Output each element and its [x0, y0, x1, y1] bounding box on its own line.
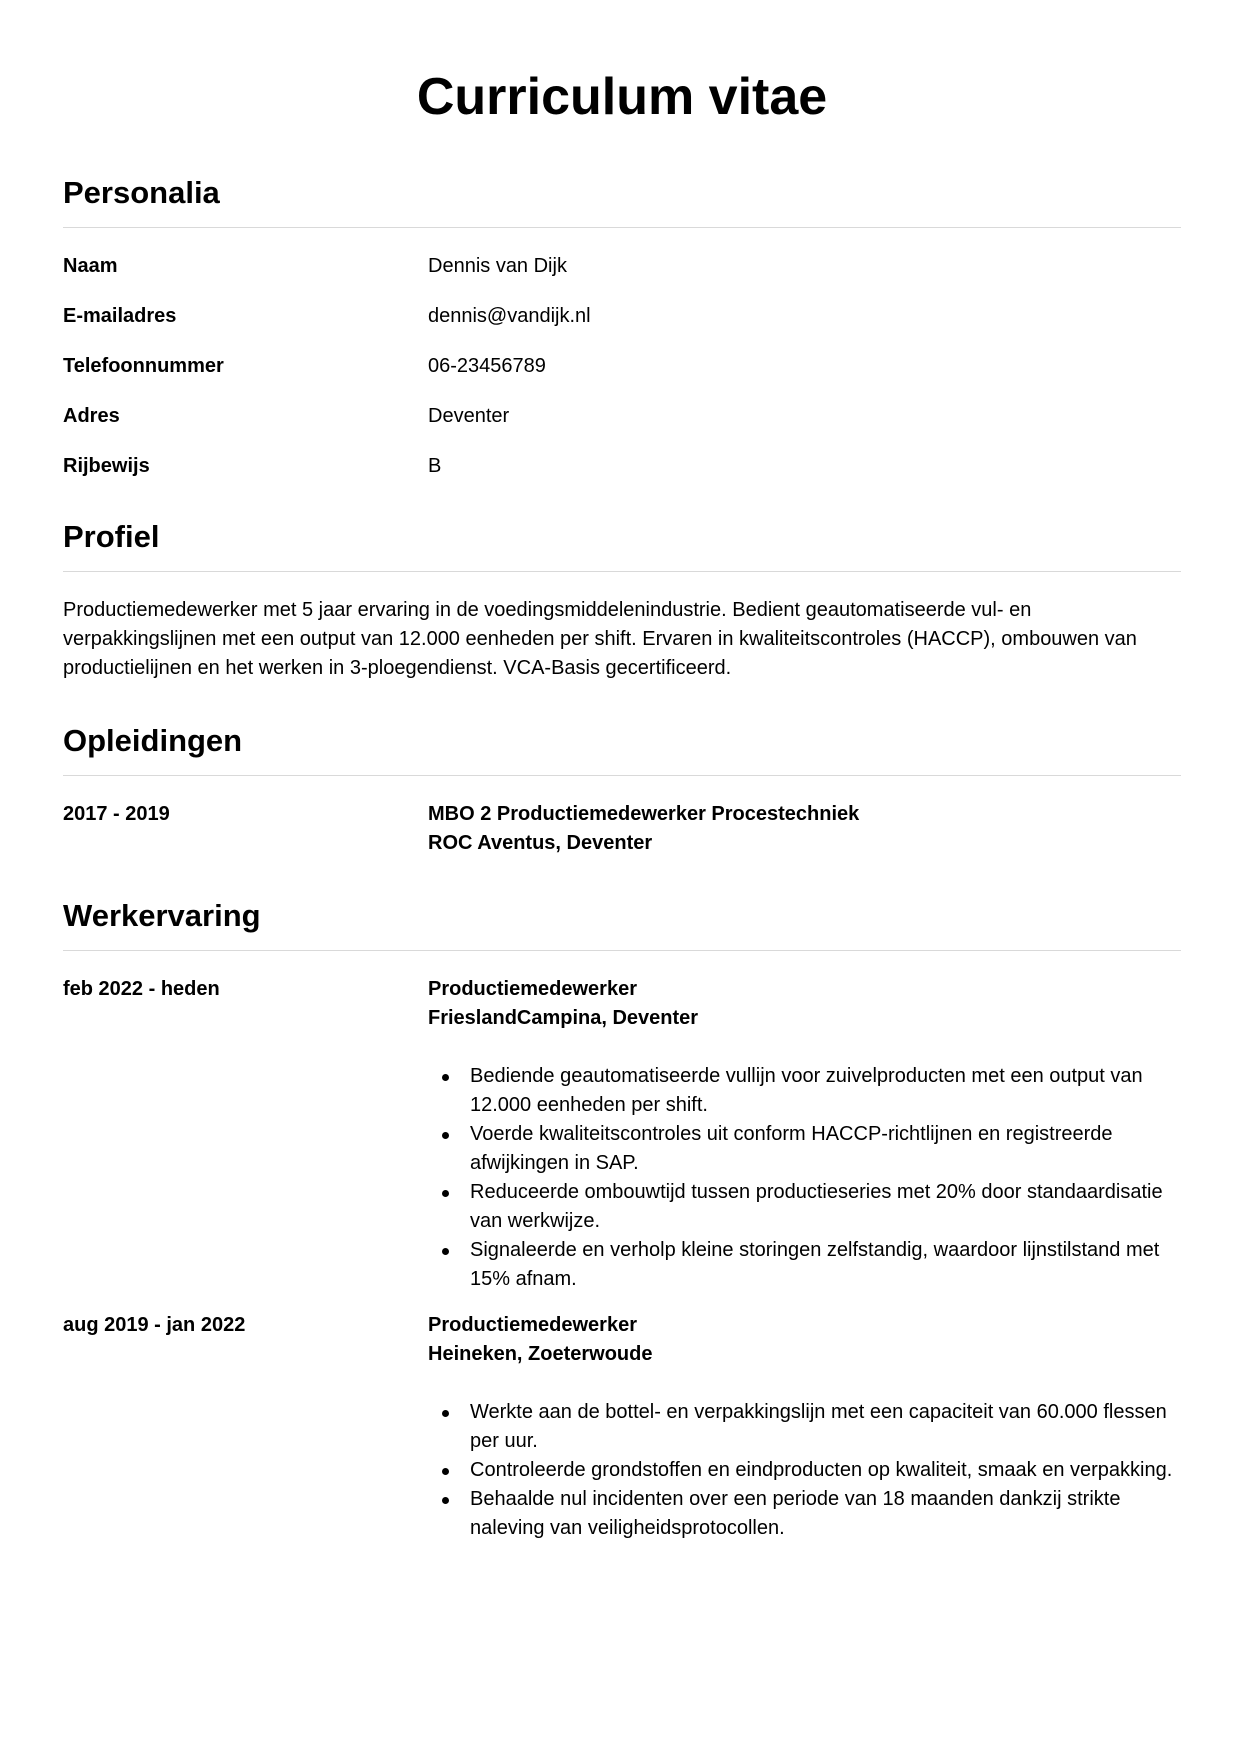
bullet-icon — [442, 1190, 449, 1197]
list-item — [470, 1120, 1181, 1178]
section-heading-profiel: Profiel — [63, 519, 160, 554]
list-item — [470, 1062, 1181, 1120]
education-title: MBO 2 Productiemedewerker Procestechniek — [428, 803, 860, 825]
work-entry — [63, 975, 1181, 1294]
personalia-row-telefoon — [63, 352, 1181, 381]
section-heading-personalia: Personalia — [63, 175, 220, 210]
section-opleidingen — [63, 721, 1181, 858]
list-item — [470, 1485, 1181, 1543]
section-werkervaring — [63, 896, 1181, 1543]
bullet-icon — [442, 1074, 449, 1081]
row-label: E-mailadres — [63, 305, 177, 327]
section-divider — [63, 950, 1181, 951]
section-heading-werkervaring: Werkervaring — [63, 898, 261, 933]
row-label: Adres — [63, 405, 120, 427]
education-period: 2017 - 2019 — [63, 803, 170, 825]
bullet-text: Signaleerde en verholp kleine storingen zelfstandig, waardoor lijnstilstand met 15% afnam. — [470, 1239, 1160, 1290]
row-value: 06-23456789 — [428, 355, 546, 377]
bullet-text: Bediende geautomatiseerde vullijn voor zuivelproducten met een output van 12.000 eenheden per shift. — [470, 1065, 1143, 1116]
bullet-text: Behaalde nul incidenten over een periode van 18 maanden dankzij strikte naleving van veiligheidsprotocollen. — [470, 1488, 1121, 1539]
employer: FrieslandCampina, Deventer — [428, 1007, 699, 1029]
row-value: B — [428, 455, 442, 477]
row-label: Rijbewijs — [63, 455, 150, 477]
list-item — [470, 1398, 1181, 1456]
bullet-icon — [442, 1468, 449, 1475]
section-heading-opleidingen: Opleidingen — [63, 723, 243, 758]
section-profiel — [63, 517, 1181, 683]
work-details — [428, 1311, 1181, 1543]
list-item — [470, 1456, 1181, 1485]
work-details — [428, 975, 1181, 1294]
work-achievements — [428, 1062, 1181, 1294]
personalia-row-naam — [63, 252, 1181, 281]
employer: Heineken, Zoeterwoude — [428, 1343, 653, 1365]
bullet-text: Werkte aan de bottel- en verpakkingslijn met een capaciteit van 60.000 flessen per uur. — [470, 1401, 1167, 1452]
bullet-icon — [442, 1132, 449, 1139]
profile-summary: Productiemedewerker met 5 jaar ervaring in de voedingsmiddelenindustrie. Bedient geautomatiseerde vul- en verpakkingslijnen met een output van 12.000 eenheden per shift. Ervaren in kwaliteitscontroles (HACCP), ombouwen van productielijnen en het werken in 3-ploegendienst. VCA-Basis gecertificeerd. — [63, 599, 1137, 679]
row-value: Deventer — [428, 405, 510, 427]
bullet-text: Controleerde grondstoffen en eindproducten op kwaliteit, smaak en verpakking. — [470, 1459, 1173, 1481]
education-institution: ROC Aventus, Deventer — [428, 832, 653, 854]
bullet-icon — [442, 1410, 449, 1417]
personalia-row-adres — [63, 402, 1181, 431]
section-divider — [63, 571, 1181, 572]
section-personalia — [63, 173, 1181, 481]
section-divider — [63, 227, 1181, 228]
row-label: Naam — [63, 255, 118, 277]
bullet-text: Reduceerde ombouwtijd tussen productieseries met 20% door standaardisatie van werkwijze. — [470, 1181, 1163, 1232]
bullet-icon — [442, 1497, 449, 1504]
personalia-rows — [63, 252, 1181, 481]
job-title: Productiemedewerker — [428, 978, 637, 1000]
bullet-icon — [442, 1248, 449, 1255]
section-divider — [63, 775, 1181, 776]
cv-document — [63, 0, 1181, 1543]
work-period: aug 2019 - jan 2022 — [63, 1314, 246, 1336]
work-entry — [63, 1311, 1181, 1543]
education-details — [428, 800, 1181, 858]
job-title: Productiemedewerker — [428, 1314, 637, 1336]
row-label: Telefoonnummer — [63, 355, 224, 377]
list-item — [470, 1236, 1181, 1294]
personalia-row-rijbewijs — [63, 452, 1181, 481]
work-achievements — [428, 1398, 1181, 1543]
work-period: feb 2022 - heden — [63, 978, 220, 1000]
document-title: Curriculum vitae — [416, 68, 828, 126]
row-value: Dennis van Dijk — [428, 255, 567, 277]
bullet-text: Voerde kwaliteitscontroles uit conform HACCP-richtlijnen en registreerde afwijkingen in SAP. — [470, 1123, 1113, 1174]
personalia-row-email — [63, 302, 1181, 331]
row-value: dennis@vandijk.nl — [428, 305, 591, 327]
list-item — [470, 1178, 1181, 1236]
education-entry — [63, 800, 1181, 858]
